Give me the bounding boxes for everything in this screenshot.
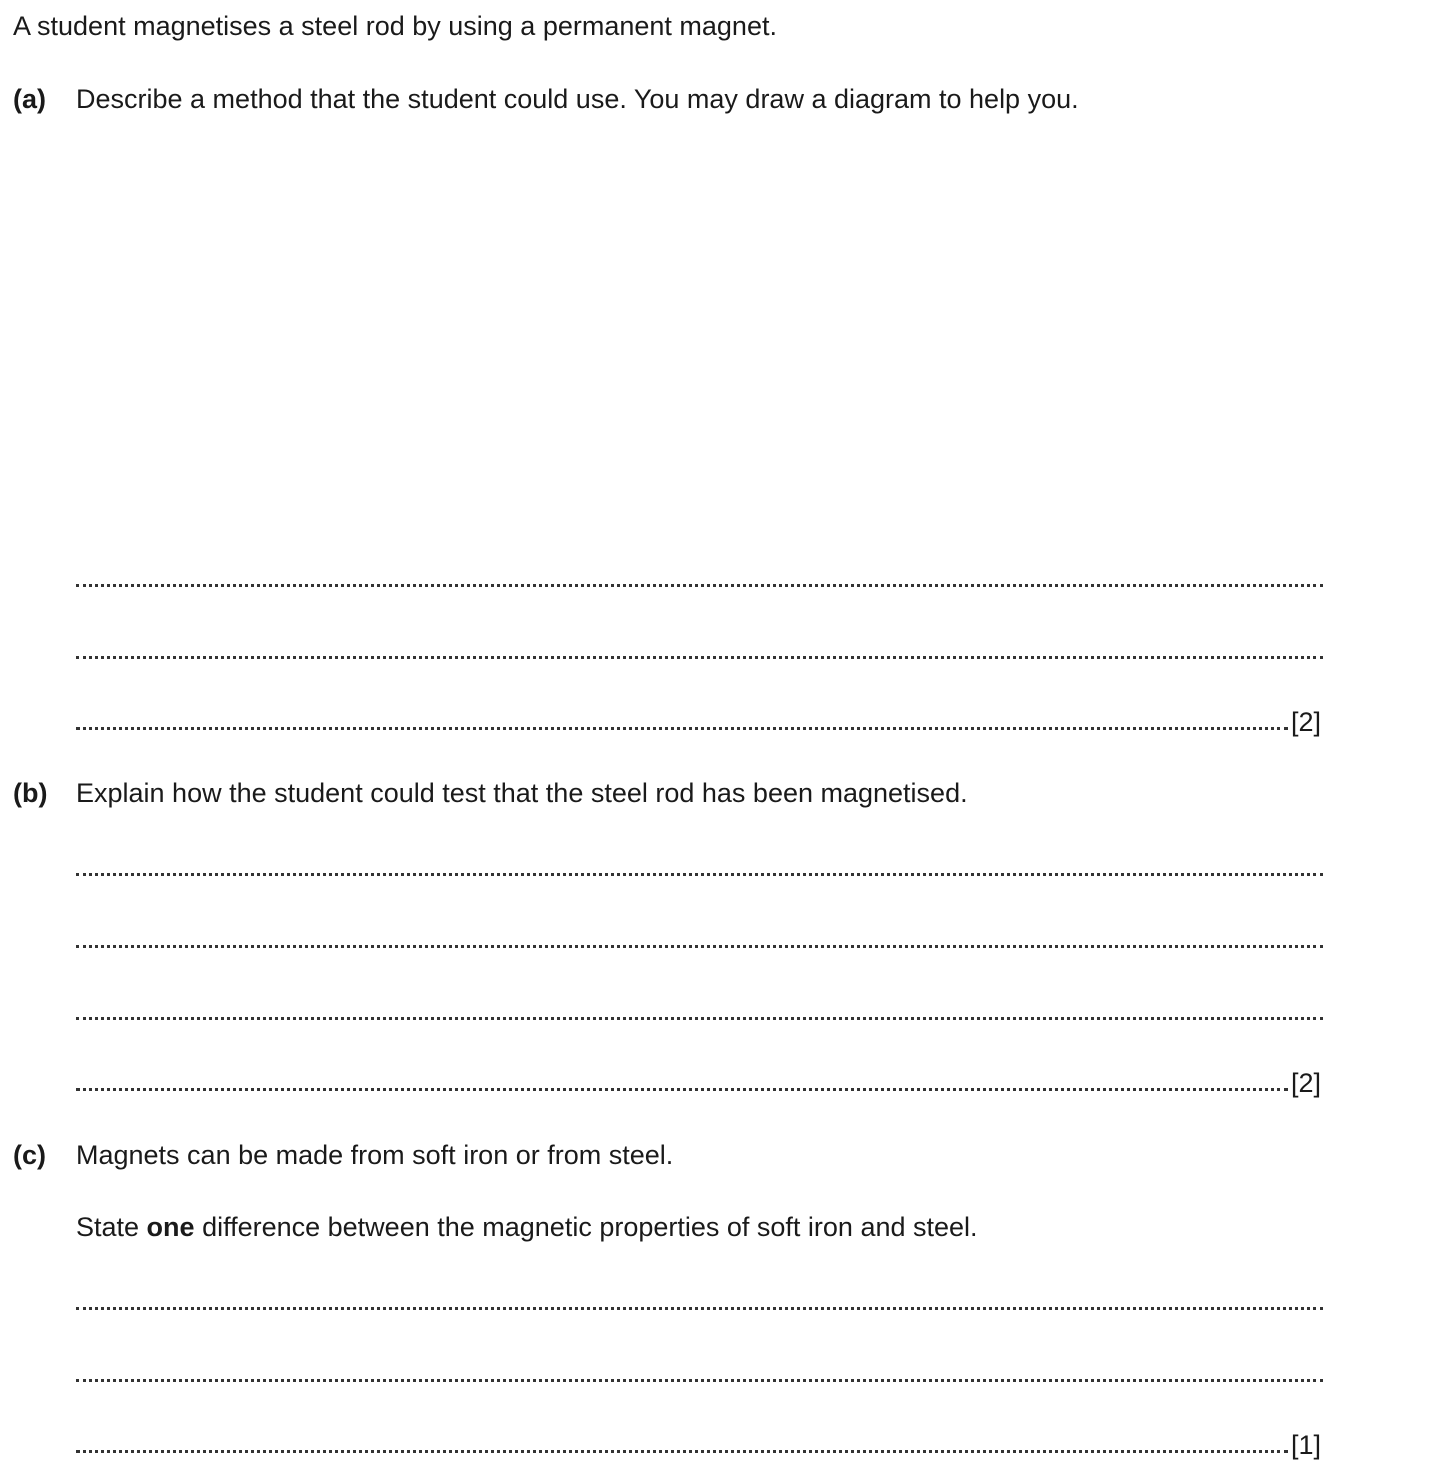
- answer-line-b3[interactable]: [76, 1017, 1323, 1020]
- part-c-instruction: [76, 1211, 978, 1243]
- part-a-marks: [2]: [1291, 707, 1322, 737]
- answer-line-a3[interactable]: [76, 727, 1288, 730]
- part-a-question: Describe a method that the student could use. You may draw a diagram to help you.: [76, 84, 1079, 114]
- part-a-letter: (a): [13, 84, 46, 114]
- diagram-space[interactable]: [76, 130, 1323, 550]
- answer-line-c2[interactable]: [76, 1379, 1323, 1382]
- answer-line-c1[interactable]: [76, 1307, 1323, 1310]
- answer-line-a2[interactable]: [76, 656, 1323, 659]
- answer-line-c3[interactable]: [76, 1450, 1288, 1453]
- intro-text: A student magnetises a steel rod by using a permanent magnet.: [13, 11, 777, 41]
- part-b-letter: (b): [13, 778, 48, 808]
- answer-line-b2[interactable]: [76, 945, 1323, 948]
- part-b-question: Explain how the student could test that the steel rod has been magnetised.: [76, 778, 968, 808]
- part-b-marks: [2]: [1291, 1068, 1322, 1098]
- answer-line-a1[interactable]: [76, 584, 1323, 587]
- answer-line-b4[interactable]: [76, 1088, 1288, 1091]
- instruction-suffix: difference between the magnetic properties of soft iron and steel.: [194, 1212, 978, 1242]
- part-c-marks: [1]: [1291, 1430, 1322, 1460]
- part-c-letter: (c): [13, 1140, 46, 1170]
- answer-line-b1[interactable]: [76, 873, 1323, 876]
- instruction-prefix: State: [76, 1212, 147, 1242]
- part-c-question: Magnets can be made from soft iron or from steel.: [76, 1140, 674, 1170]
- instruction-emphasis: one: [146, 1212, 195, 1242]
